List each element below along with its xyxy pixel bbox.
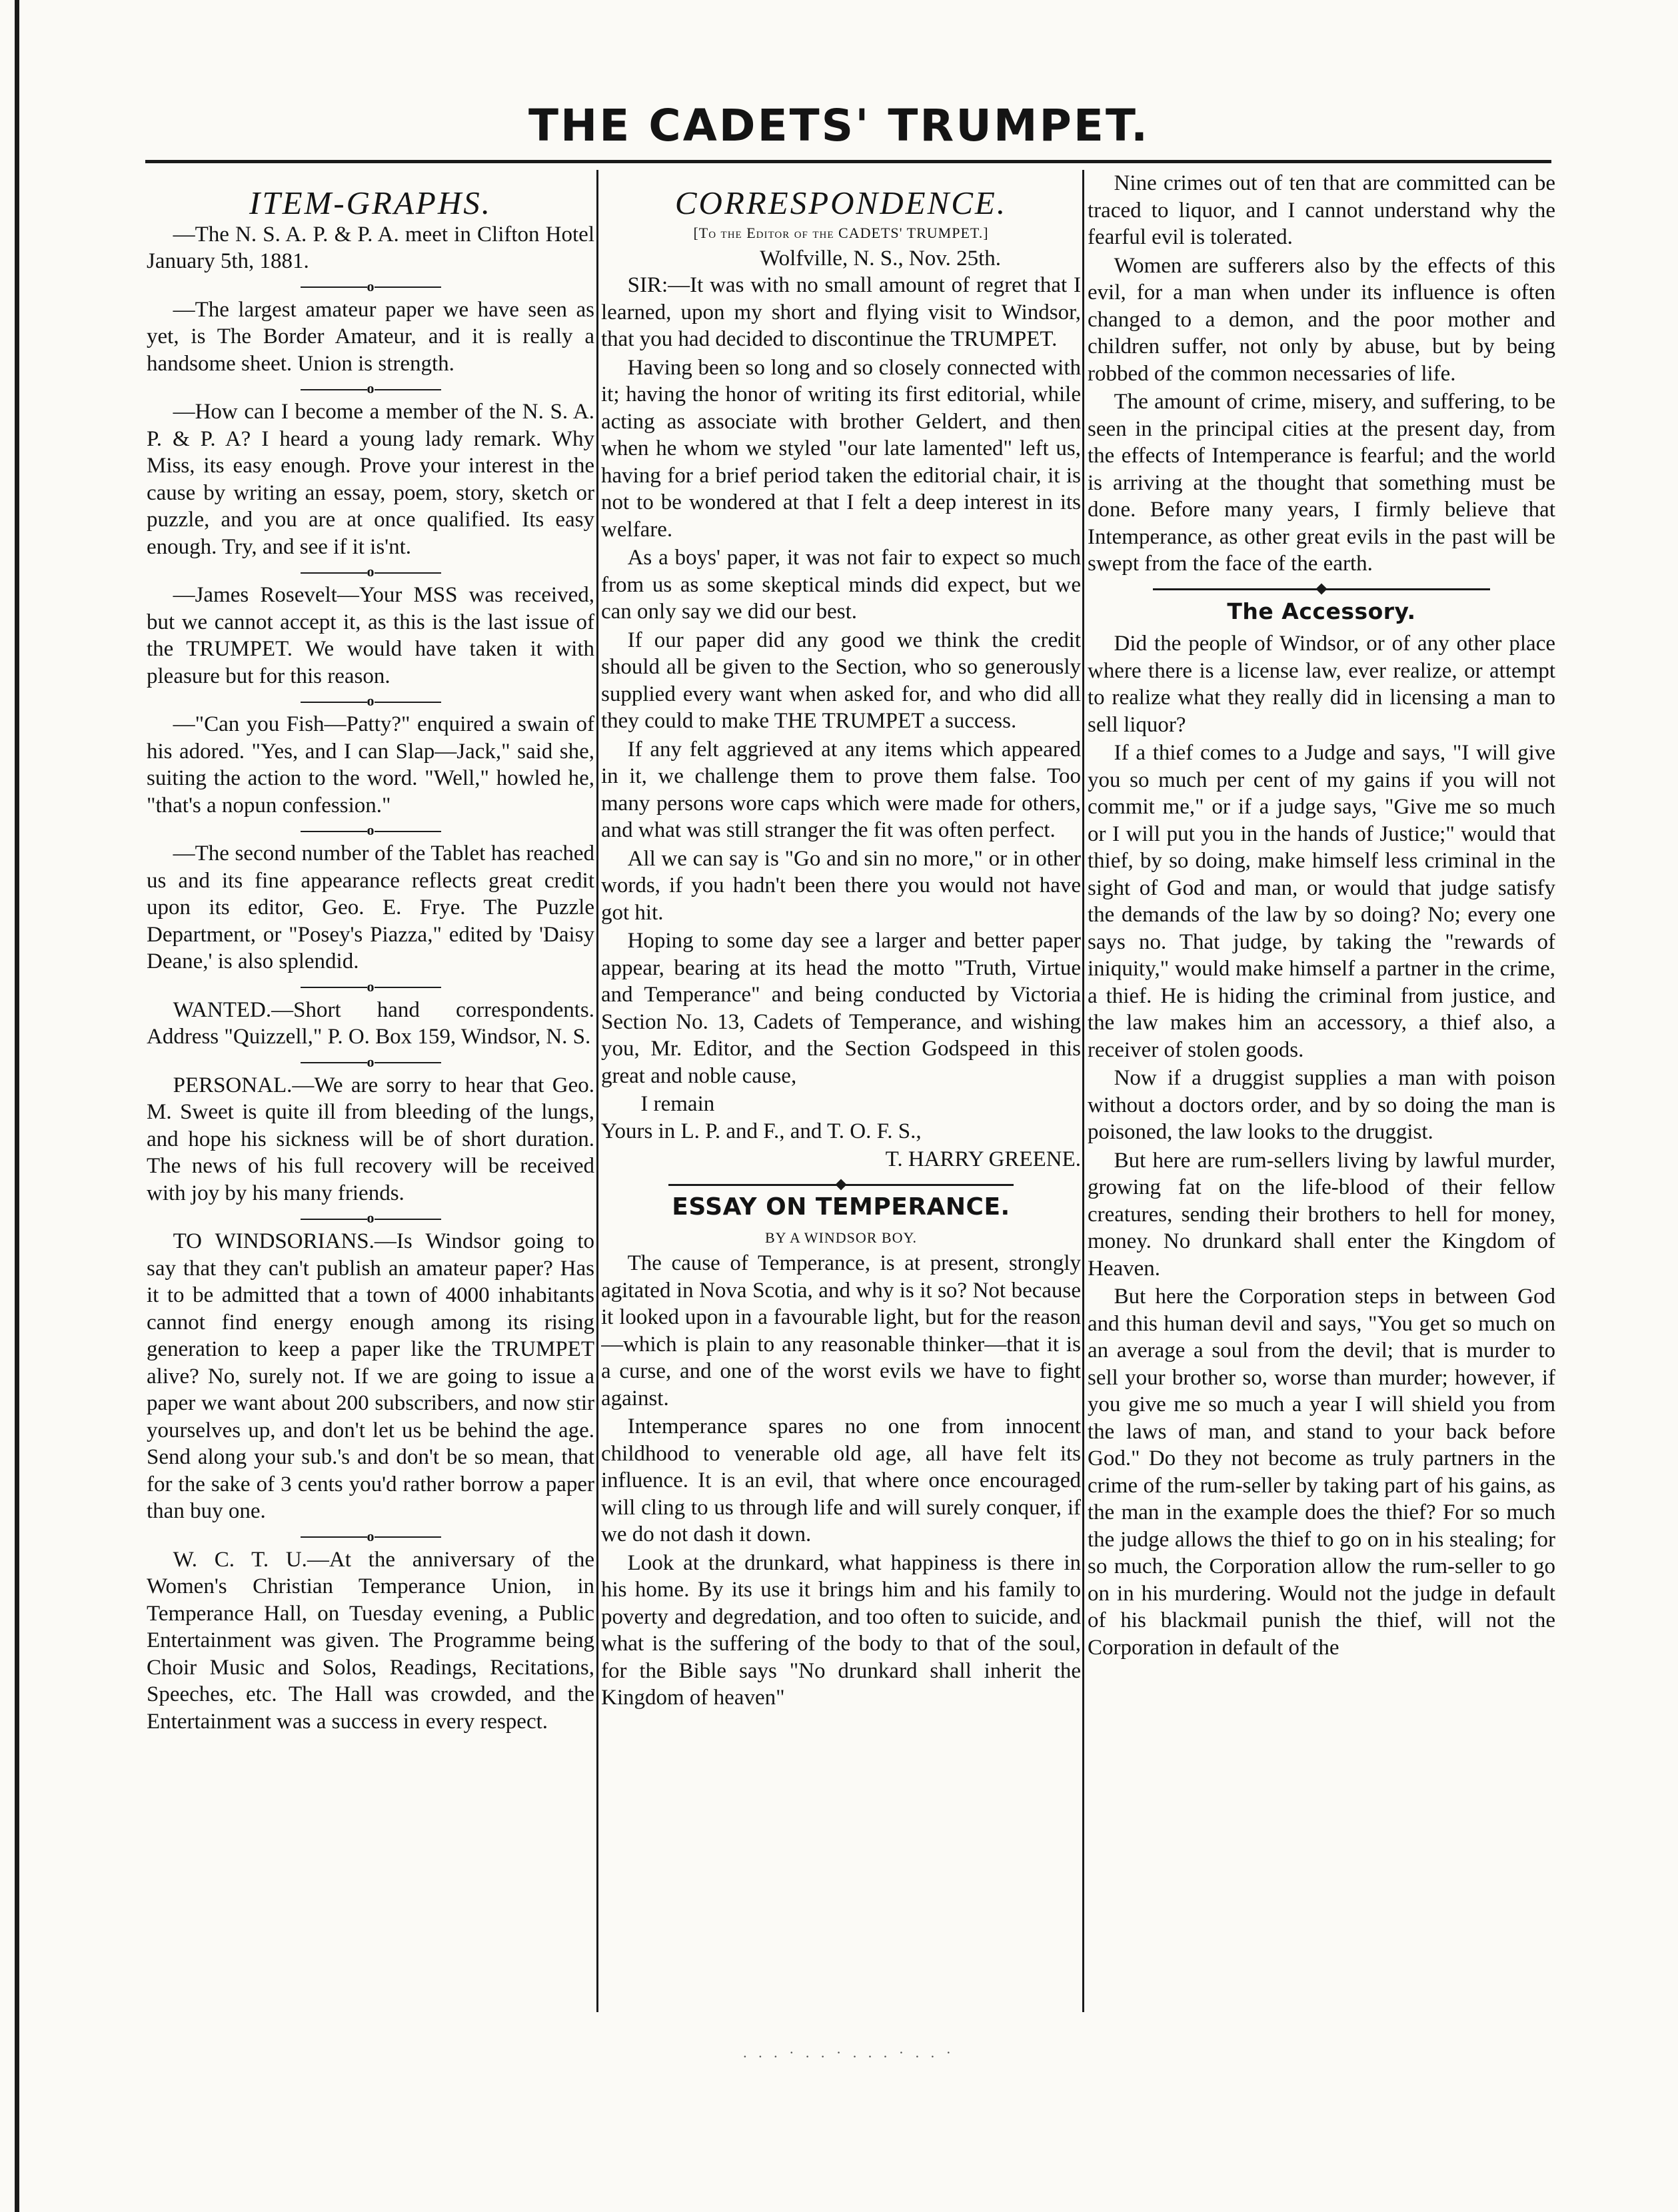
letter-paragraph: Having been so long and so closely connected with it; having the honor of writing its first editorial, while acting as associate with brother Geldert, and then when he whom we styled "our late lamented" left us, having for a brief period taken the editorial chair, it is not to be wondered at that I felt a deep interest in its welfare. [601,355,1081,542]
letter-closing: I remain [640,1092,715,1116]
item-paragraph: —"Can you Fish—Patty?" enquired a swain of his adored. "Yes, and I can Slap—Jack," said she, suiting the action to the word. "Well," howled he, "that's a nopun confession." [147,712,594,818]
item-paragraph: —The second number of the Tablet has reached us and its fine appearance reflects great credit upon its editor, Geo. E. Frye. The Puzzle Department, or "Posey's Piazza," edited by 'Daisy Deane,' is also splendid. [147,841,594,973]
column-correspondence [601,170,1081,2012]
essay-paragraph: Women are sufferers also by the effects of this evil, for a man when under its influence is often changed to a demon, and the poor mother and children suffer, not only by abuse, but by being robbed of the common necessaries of life. [1088,253,1555,386]
to-editor-note: [To the Editor of the CADETS' TRUMPET.] [693,224,989,241]
essay-paragraph: The cause of Temperance, is at present, strongly agitated in Nova Scotia, and why is it so? Not because it looked upon in a favourable light, but for the reason—which is plain to any reasonable thinker—that it is a curse, and one of the worst evils we have to fight against. [601,1251,1081,1410]
item-separator: o [147,691,594,711]
print-speckle-footer: . . . · . . · . . . · . . · [743,2044,955,2061]
essay-paragraph: The amount of crime, misery, and suffering, to be seen in the principal cities at the present day, from the effects of Intemperance is fearful; and the world is arriving at the thought that something must be done. Before many years, I firmly believe that Intemperance, as other great evils in the past will be swept from the face of the earth. [1088,390,1555,576]
item-paragraph: —James Rosevelt—Your MSS was received, but we cannot accept it, as this is the last issue of the TRUMPET. We would have taken it with pleasure but for this reason. [147,583,594,688]
item-paragraph: WANTED.—Short hand correspondents. Address "Quizzell," P. O. Box 159, Windsor, N. S. [147,997,594,1049]
correspondence-heading: CORRESPONDENCE. [674,185,1008,221]
masthead-title: THE CADETS' TRUMPET. [528,100,1150,151]
item-paragraph: W. C. T. U.—At the anniversary of the Women's Christian Temperance Union, in Temperance Hall, on Tuesday evening, a Public Entertainment was given. The Programme being Choir Music and Solos, Readings, Recitations, Speeches, etc. The Hall was crowded, and the Entertainment was a success in every respect. [147,1547,594,1734]
column-essay-accessory [1088,170,1555,2012]
column-divider-1 [596,170,598,2012]
letter-paragraph: All we can say is "Go and sin no more," or in other words, if you hadn't been there you would not have got hit. [601,846,1081,925]
essay-paragraph: Look at the drunkard, what happiness is there in his home. By its use it brings him and his family to poverty and degredation, and too often to suicide, and what is the suffering of the body to that of the soul, for the Bible says "No drunkard shall inherit the Kingdom of heaven" [601,1550,1081,1710]
column-divider-2 [1082,170,1084,2012]
item-separator: o [147,276,594,296]
item-separator: o [147,1052,594,1072]
item-paragraph: —The N. S. A. P. & P. A. meet in Clifton Hotel January 5th, 1881. [147,222,594,273]
letter-paragraph: As a boys' paper, it was not fair to expect so much from us as some skeptical minds did expect, but we can only say we did our best. [601,546,1081,624]
letter-paragraph: If our paper did any good we think the credit should all be given to the Section, who so generously supplied every want when asked for, and who did all they could to make THE TRUMPET a success. [601,628,1081,733]
letter-paragraph: SIR:—It was with no small amount of regret that I learned, upon my short and flying visit to Windsor, that you had decided to discontinue the TRUMPET. [601,273,1081,351]
item-separator: o [147,378,594,398]
accessory-paragraph: But here are rum-sellers living by lawful murder, growing fat on the life-blood of their fellow creatures, sending their brothers to hell for money, money. No drunkard shall enter the Kingdom of Heaven. [1088,1148,1555,1281]
accessory-paragraph: Did the people of Windsor, or of any other place where there is a license law, ever realize, or attempt to realize what they really did in licensing a man to sell liquor? [1088,632,1555,737]
essay-paragraph: Nine crimes out of ten that are committed can be traced to liquor, and I cannot understand why the fearful evil is tolerated. [1088,171,1555,249]
letter-paragraph: If any felt aggrieved at any items which appeared in it, we challenge them to prove them false. Too many persons wore caps which were made for others, and what was still stranger the fit was often perfect. [601,737,1081,842]
item-separator: o [147,562,594,582]
item-separator: o [147,1208,594,1228]
essay-paragraph: Intemperance spares no one from innocent childhood to venerable old age, all have felt its influence. It is an evil, that where once encouraged will cling to us through life and will surely conquer, if we do not dash it down. [601,1414,1081,1546]
letter-paragraph: Hoping to some day see a larger and better paper appear, bearing at its head the motto "Truth, Virtue and Temperance" and being conducted by Victoria Section No. 13, Cadets of Temperance, and wishing you, Mr. Editor, and the Section Godspeed in this great and noble cause, [601,929,1081,1088]
essay-byline: BY A WINDSOR BOY. [764,1229,918,1246]
item-separator: o [147,1526,594,1546]
essay-heading: ESSAY ON TEMPERANCE. [672,1193,1010,1221]
section-divider [668,1184,1014,1186]
item-paragraph: PERSONAL.—We are sorry to hear that Geo. M. Sweet is quite ill from bleeding of the lungs, and hope his sickness will be of short duration. The news of his full recovery will be received with joy by his many friends. [147,1073,594,1205]
letter-signature: T. HARRY GREENE. [885,1147,1081,1171]
section-divider [1153,588,1489,590]
letter-dateline: Wolfville, N. S., Nov. 25th. [760,246,1001,271]
letter-yours: Yours in L. P. and F., and T. O. F. S., [601,1119,922,1143]
item-separator: o [147,977,594,997]
item-paragraph: —How can I become a member of the N. S. A. P. & P. A? I heard a young lady remark. Why Miss, its easy enough. Prove your interest in the cause by writing an essay, poem, story, sketch or puzzle, and you are at once qualified. Its easy enough. Try, and see if it is'nt. [147,400,594,559]
item-paragraph: —The largest amateur paper we have seen as yet, is The Border Amateur, and it is really a handsome sheet. Union is strength. [147,297,594,376]
item-separator: o [147,820,594,840]
accessory-paragraph: If a thief comes to a Judge and says, "I will give you so much per cent of my gains if you will not commit me," or if a judge says, "Give me so much or I will put you in the hands of Justice;" would that thief, by so doing, make himself less criminal in the sight of God and man, or would that judge satisfy the demands of the law by so doing? No; every one says no. That judge, by taking the "rewards of iniquity," would make himself a partner in the crime, a thief. He is hiding the criminal from justice, and the law makes him an accessory, a thief also, a receiver of stolen goods. [1088,741,1555,1062]
item-graphs-heading: ITEM-GRAPHS. [249,185,492,221]
masthead-rule [145,160,1551,163]
item-paragraph: TO WINDSORIANS.—Is Windsor going to say that they can't publish an amateur paper? Has it to be admitted that a town of 4000 inhabitants cannot find energy enough among its rising generation to keep a paper like the TRUMPET alive? No, surely not. If we are going to issue a paper we want about 200 subscribers, and now stir yourselves up, and don't let us be behind the age. Send along your sub.'s and don't be so mean, that for the sake of 3 cents you'd rather borrow a paper than buy one. [147,1229,594,1523]
column-item-graphs [147,170,594,2012]
accessory-paragraph: But here the Corporation steps in between God and this human devil and says, "You get so much on an average a soul from the devil; that is murder to sell your brother so, worse than murder; however, if you give me so much a year I will shield you from the laws of man, and stand to your back before God." Do they not become as truly partners in the crime of the rum-seller by taking part of his gains, as the man in the example does the thief? For so much the judge allows the thief to go on in his stealing; for so much, the Corporation allow the rum-seller to go on in his murdering. Would not the judge in default of his blackmail punish the thief, will not the Corporation in default of the [1088,1285,1555,1660]
left-border-rule [15,0,19,2212]
accessory-paragraph: Now if a druggist supplies a man with poison without a doctors order, and by so doing the man is poisoned, the law looks to the druggist. [1088,1066,1555,1144]
accessory-heading: The Accessory. [1227,598,1416,624]
